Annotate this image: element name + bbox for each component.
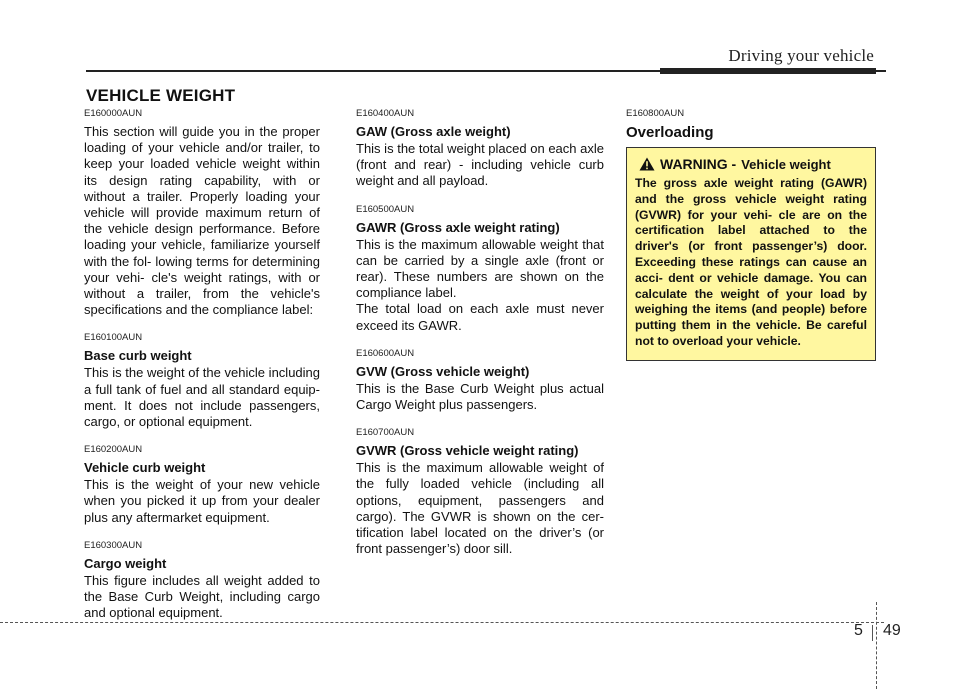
ref-code: E160600AUN bbox=[356, 347, 415, 359]
page-number: 49 bbox=[883, 622, 901, 639]
gvwr-block bbox=[356, 427, 604, 557]
ref-code: E160000AUN bbox=[84, 108, 143, 119]
running-title: Driving your vehicle bbox=[728, 46, 874, 65]
term-heading: Vehicle curb weight bbox=[84, 460, 206, 476]
base-curb-weight-block bbox=[84, 332, 320, 430]
ref-code: E160700AUN bbox=[356, 427, 415, 439]
footer-rule bbox=[0, 622, 884, 623]
warning-title bbox=[635, 156, 867, 172]
term-heading: GAW (Gross axle weight) bbox=[356, 124, 511, 139]
term-text: This is the Base Curb Weight plus actual Cargo Weight plus passengers. bbox=[356, 380, 604, 413]
column-3 bbox=[626, 108, 876, 361]
page-number-separator bbox=[872, 625, 873, 641]
warning-subject: Vehicle weight bbox=[741, 156, 831, 172]
term-heading: Cargo weight bbox=[84, 555, 167, 571]
ref-code: E160400AUN bbox=[356, 108, 415, 119]
term-text: This is the weight of the vehicle including a full tank of fuel and all standard equip- ment. It does not include passengers, cargo, or optional equipment. bbox=[84, 365, 320, 430]
header-rule-accent bbox=[660, 68, 876, 74]
footer-vertical-rule bbox=[876, 602, 877, 689]
ref-code: E160200AUN bbox=[84, 444, 143, 456]
chapter-number: 5 bbox=[854, 622, 863, 639]
ref-code: E160800AUN bbox=[626, 108, 685, 119]
gawr-block bbox=[356, 204, 604, 334]
overloading-heading: Overloading bbox=[626, 124, 714, 141]
ref-code: E160500AUN bbox=[356, 203, 415, 215]
term-heading: Base curb weight bbox=[84, 348, 192, 364]
intro-text: This section will guide you in the proper loading of your vehicle and/or trailer, to keep your loaded vehicle weight within its design rating capability, with or without a trailer. Properly loading your vehicle will provide maximum return of the vehicle design performance. Before loading your vehicle, familiarize yourself with the fol- lowing terms for determining your vehi- cle's weight ratings, with or without a trailer, from the vehicle's specifications and the compliance label: bbox=[84, 124, 320, 318]
warning-box bbox=[626, 147, 876, 361]
vehicle-curb-weight-block bbox=[84, 444, 320, 526]
ref-code: E160300AUN bbox=[84, 539, 143, 551]
intro-block bbox=[84, 108, 320, 318]
column-2 bbox=[356, 108, 604, 571]
gvw-block bbox=[356, 348, 604, 413]
warning-label: WARNING - bbox=[660, 156, 737, 172]
section-title: VEHICLE WEIGHT bbox=[86, 86, 236, 105]
ref-code: E160100AUN bbox=[84, 332, 143, 344]
term-heading: GVW (Gross vehicle weight) bbox=[356, 363, 530, 379]
term-text: This is the weight of your new vehicle when you picked it up from your dealer plus any aftermarket equipment. bbox=[84, 477, 320, 525]
term-text: This is the maximum allowable weight that can be carried by a single axle (front or rear). These numbers are shown on the compliance label. The total load on each axle must never exceed its GAWR. bbox=[356, 236, 604, 333]
warning-triangle-icon bbox=[639, 157, 655, 171]
term-text: This is the total weight placed on each axle (front and rear) - including vehicle curb weight and all payload. bbox=[356, 141, 604, 189]
gaw-block bbox=[356, 108, 604, 190]
term-text: This figure includes all weight added to the Base Curb Weight, including cargo and optional equipment. bbox=[84, 572, 320, 621]
term-text: This is the maximum allowable weight of the fully loaded vehicle (including all options, equipment, passengers and cargo). The GVWR is shown on the cer- tification label located on the driver’s (or front passenger’s) door sill. bbox=[356, 460, 604, 557]
cargo-weight-block bbox=[84, 540, 320, 622]
term-heading: GAWR (Gross axle weight rating) bbox=[356, 219, 560, 235]
term-heading: GVWR (Gross vehicle weight rating) bbox=[356, 443, 579, 459]
warning-text: The gross axle weight rating (GAWR) and the gross vehicle weight rating (GVWR) for your vehi- cle are on the certification label attached to the driver's (or front passenger’s) door. Exceeding these ratings can cause an acci- dent or vehicle damage. You can calculate the weight of your load by weighing the items (and people) before putting them in the vehicle. Be careful not to overload your vehicle. bbox=[635, 176, 867, 348]
column-1 bbox=[84, 108, 320, 635]
